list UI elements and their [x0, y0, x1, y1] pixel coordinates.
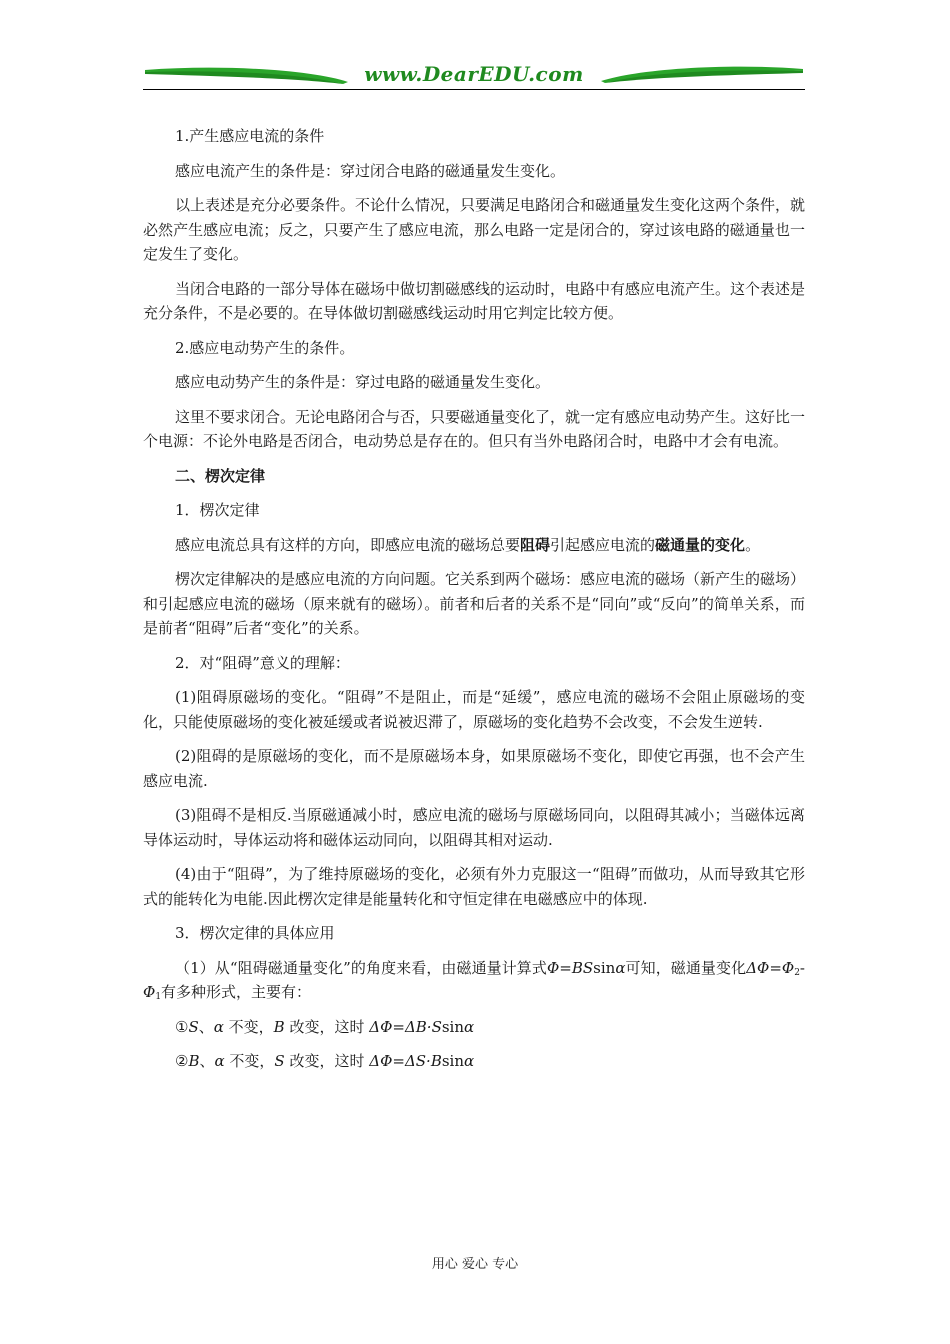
paragraph: 2.感应电动势产生的条件。	[175, 338, 355, 357]
paragraph: 感应电动势产生的条件是：穿过电路的磁通量发生变化。	[175, 373, 551, 391]
paragraph-formula: （1）从“阻碍磁通量变化”的角度来看，由磁通量计算式Φ=BSsinα可知，磁通量变化$\Delta\Phi=\Phi_2-\Phi_1$有多种形式，主要有：	[143, 958, 805, 1002]
paragraph: 这里不要求闭合。无论电路闭合与否，只要磁通量变化了，就一定有感应电动势产生。这好比一个电源：不论外电路是否闭合，电动势总是存在的。但只有当外电路闭合时，电路中才会有电流。	[143, 407, 806, 450]
paragraph: (2)阻碍的是原磁场的变化，而不是原磁场本身，如果原磁场不变化，即使它再强，也不会产生感应电流.	[143, 747, 805, 790]
section-heading: 二、楞次定律	[175, 466, 266, 485]
formula-case: ①S、α 不变，B 改变，这时 ΔΦ=ΔB·Ssinα	[175, 1017, 475, 1036]
paragraph: 当闭合电路的一部分导体在磁场中做切割磁感线的运动时，电路中有感应电流产生。这个表述是充分条件，不是必要的。在导体做切割磁感线运动时用它判定比较方便。	[143, 279, 806, 322]
site-name: www.DearEDU.com	[364, 62, 584, 86]
paragraph: (4)由于“阻碍”，为了维持原磁场的变化，必须有外力克服这一“阻碍”而做功，从而导致其它形式的能转化为电能.因此楞次定律是能量转化和守恒定律在电磁感应中的体现.	[143, 865, 805, 908]
paragraph: (1)阻碍原磁场的变化。“阻碍”不是阻止，而是“延缓”，感应电流的磁场不会阻止原磁场的变化，只能使原磁场的变化被延缓或者说被迟滞了，原磁场的变化趋势不会改变，不会发生逆转.	[143, 688, 805, 731]
document-body	[143, 124, 805, 1084]
paragraph-definition: 感应电流总具有这样的方向，即感应电流的磁场总要阻碍引起感应电流的磁通量的变化。	[175, 535, 761, 554]
header-divider	[143, 89, 805, 90]
paragraph: 楞次定律解决的是感应电流的方向问题。它关系到两个磁场：感应电流的磁场（新产生的磁场）和引起感应电流的磁场（原来就有的磁场）。前者和后者的关系不是“同向”或“反向”的简单关系，而是前者“阻碍”后者“变化”的关系。	[143, 570, 806, 637]
paragraph: 1．楞次定律	[175, 501, 260, 519]
paragraph: 感应电流产生的条件是：穿过闭合电路的磁通量发生变化。	[175, 161, 566, 180]
page-footer: 用心 爱心 专心	[431, 1257, 519, 1272]
page-header	[143, 58, 805, 92]
paragraph: 3．楞次定律的具体应用	[175, 924, 335, 942]
paragraph: (3)阻碍不是相反.当原磁通减小时，感应电流的磁场与原磁场同向，以阻碍其减小；当磁体远离导体运动时，导体运动将和磁体运动同向，以阻碍其相对运动.	[143, 806, 805, 849]
paragraph: 2．对“阻碍”意义的理解：	[175, 653, 350, 672]
paragraph: 以上表述是充分必要条件。不论什么情况，只要满足电路闭合和磁通量发生变化这两个条件，就必然产生感应电流；反之，只要产生了感应电流，那么电路一定是闭合的，穿过该电路的磁通量也一定发生了变化。	[143, 196, 806, 263]
paragraph: 1.产生感应电流的条件	[175, 127, 325, 145]
formula-case: ②B、α 不变，S 改变，这时 ΔΦ=ΔS·Bsinα	[175, 1052, 475, 1070]
